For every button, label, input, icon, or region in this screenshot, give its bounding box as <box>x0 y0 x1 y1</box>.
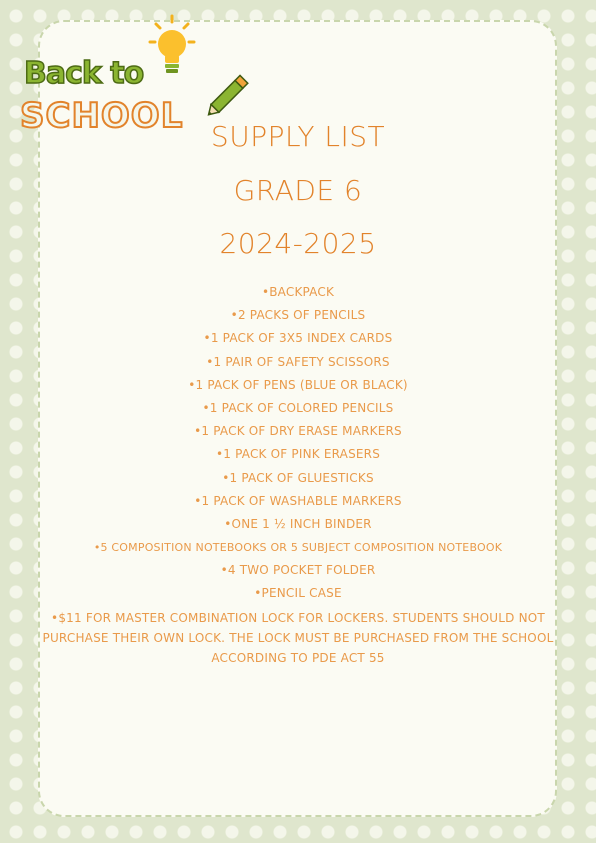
list-item: •PENCIL CASE <box>254 586 342 601</box>
list-item: •1 PACK OF COLORED PENCILS <box>202 400 394 415</box>
list-item: •5 COMPOSITION NOTEBOOKS OR 5 SUBJECT COMPOSITION NOTEBOOK <box>93 541 503 555</box>
pencil-icon <box>200 68 256 124</box>
lightbulb-icon <box>148 14 196 78</box>
year-heading: 2024-2025 <box>219 227 377 260</box>
list-item: •1 PACK OF WASHABLE MARKERS <box>194 493 402 508</box>
list-item: •1 PACK OF 3X5 INDEX CARDS <box>203 331 393 346</box>
list-item: •2 PACKS OF PENCILS <box>230 308 366 323</box>
lock-note: •$11 FOR MASTER COMBINATION LOCK FOR LOCKERS. STUDENTS SHOULD NOT PURCHASE THEIR OWN LOCK. THE LOCK MUST BE PURCHASED FROM THE SCHOOL ACCORDING TO PDE ACT 55 <box>42 610 554 665</box>
list-item: •1 PAIR OF SAFETY SCISSORS <box>206 354 390 369</box>
list-item: •1 PACK OF PINK ERASERS <box>215 447 381 462</box>
logo-line-1: Back to <box>24 56 144 91</box>
list-item: •1 PACK OF PENS (BLUE OR BLACK) <box>188 377 408 392</box>
page-title: SUPPLY LIST <box>210 120 386 153</box>
list-item: •1 PACK OF GLUESTICKS <box>222 470 374 485</box>
list-item: •1 PACK OF DRY ERASE MARKERS <box>194 424 402 439</box>
supply-list <box>30 281 566 668</box>
grade-heading: GRADE 6 <box>233 174 363 207</box>
list-item: •4 TWO POCKET FOLDER <box>220 563 376 578</box>
logo-line-2: SCHOOL <box>20 96 184 136</box>
list-item: •BACKPACK <box>261 285 335 299</box>
list-item: •ONE 1 ½ INCH BINDER <box>224 516 372 531</box>
